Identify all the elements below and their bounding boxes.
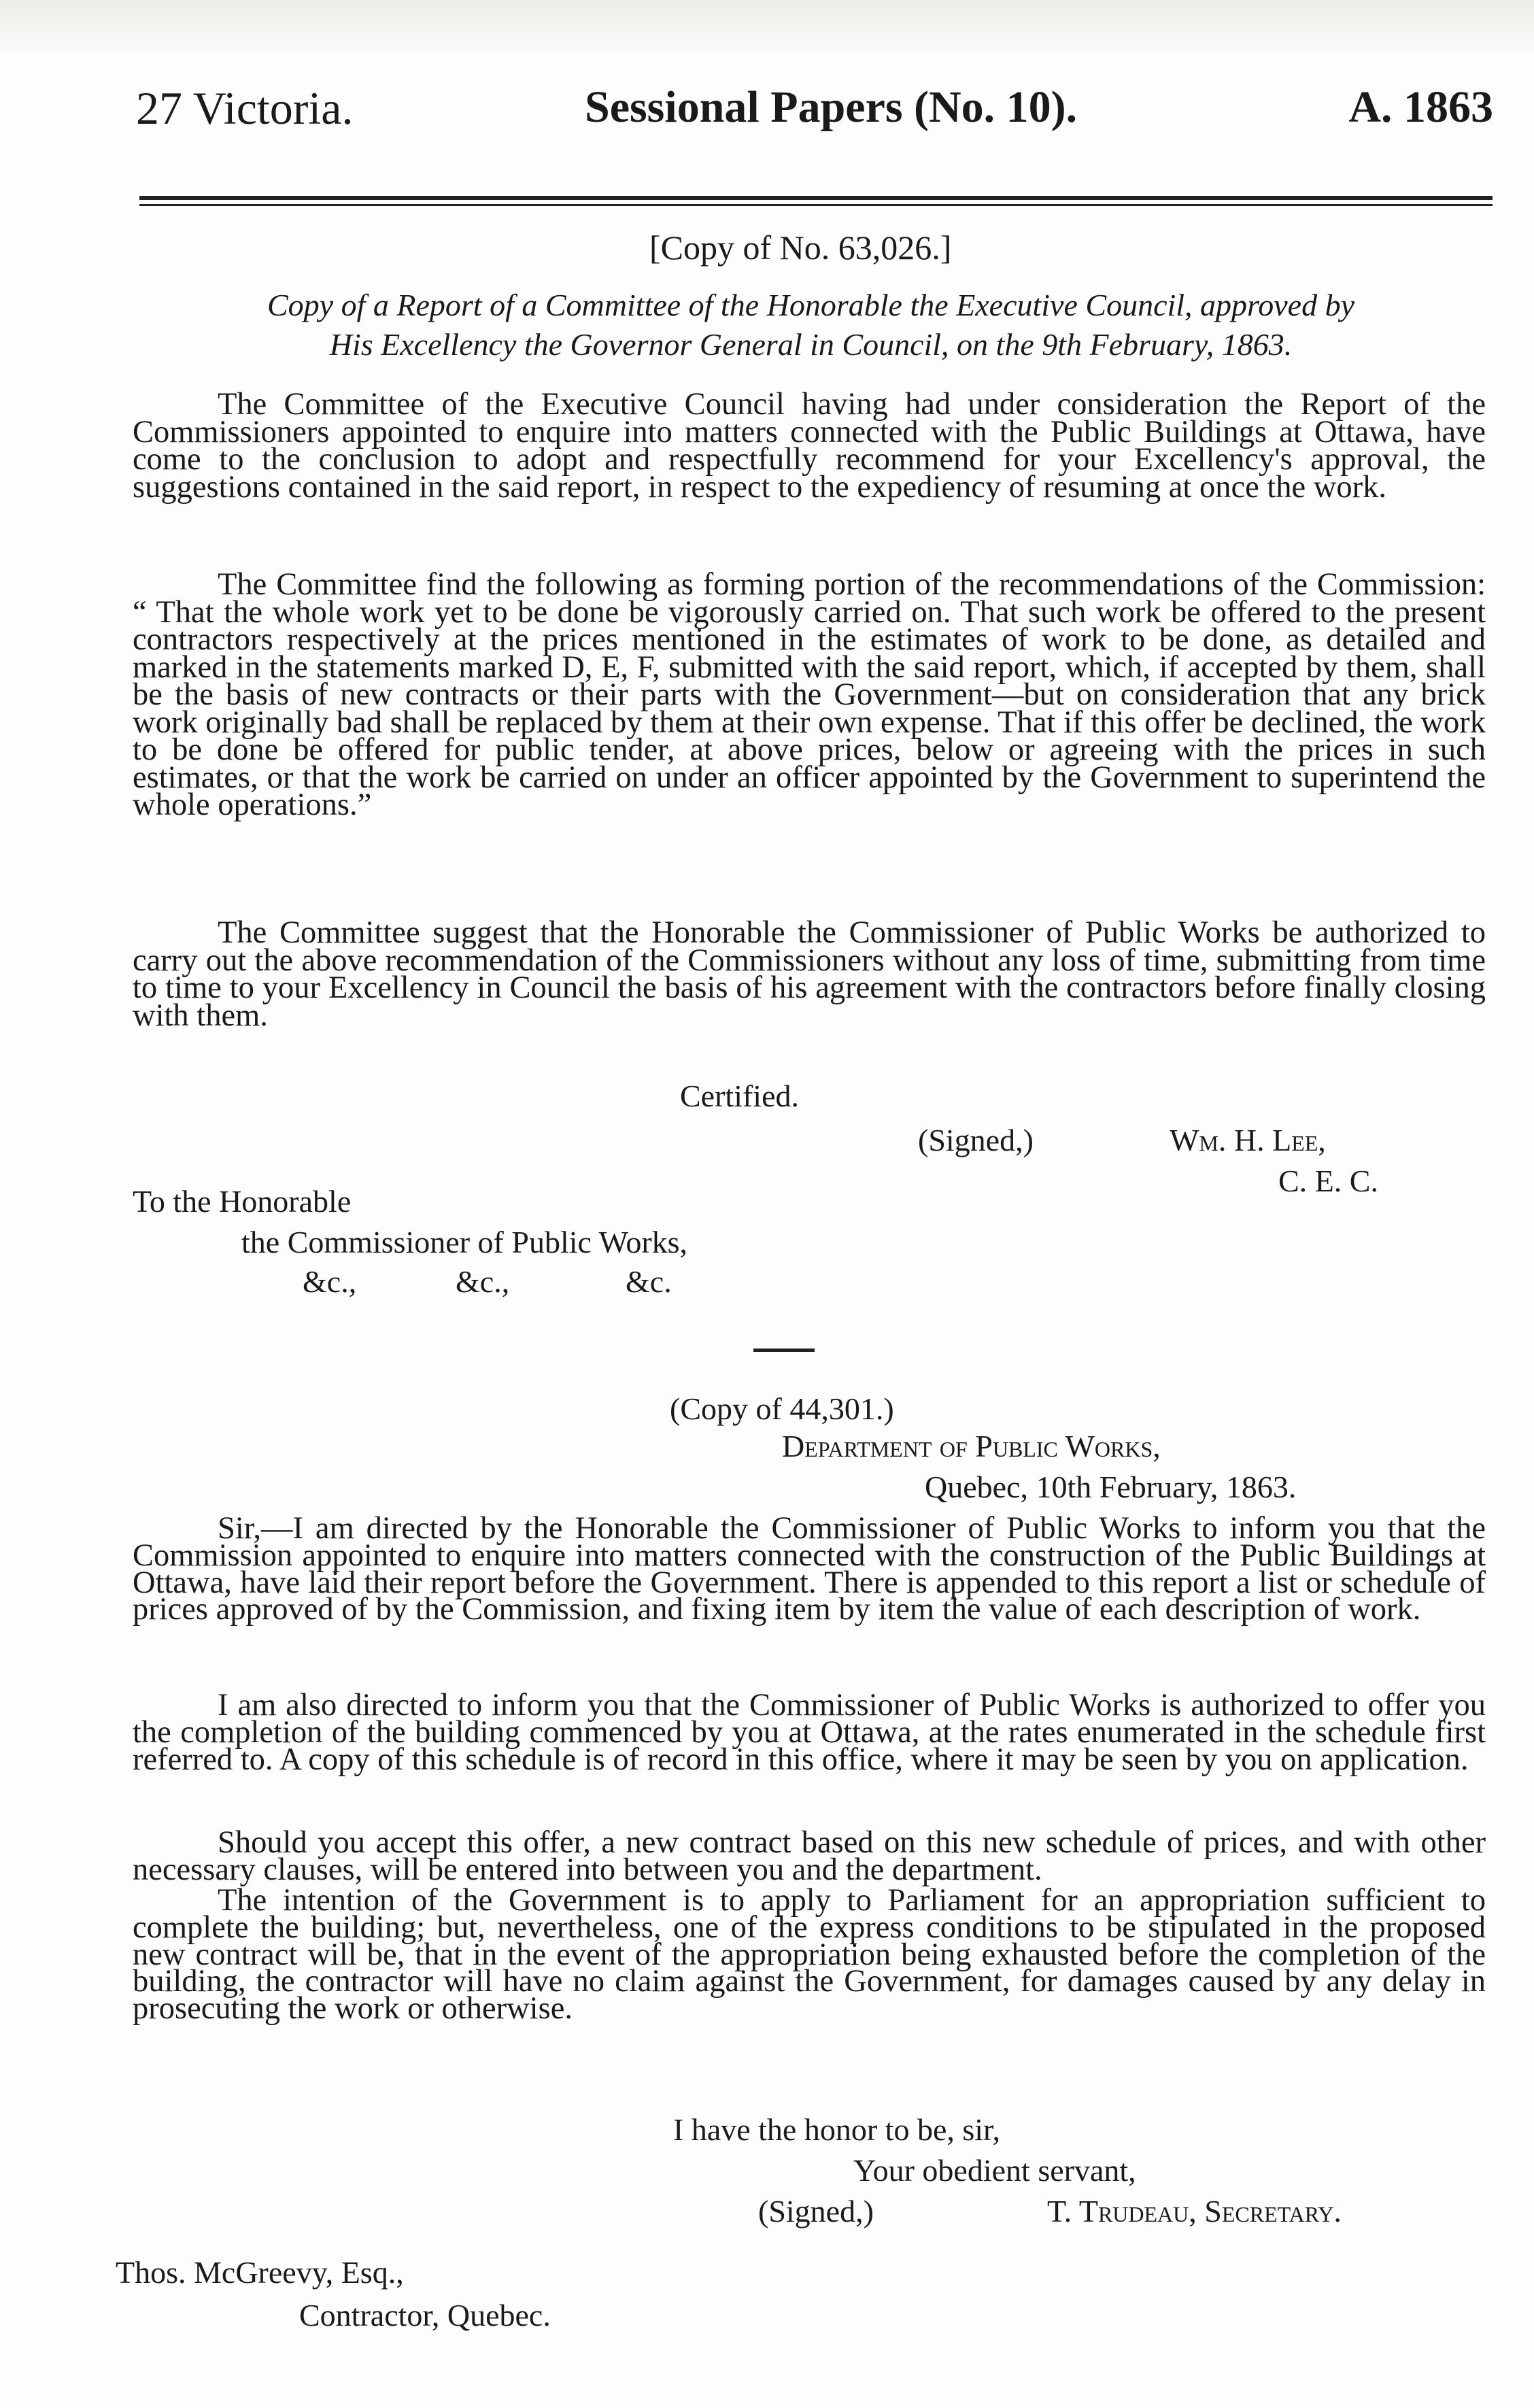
report-addressee-etc-2: &c., <box>456 1264 510 1299</box>
report-addressee-etc-1: &c., <box>303 1264 357 1299</box>
report-title-line-2: His Excellency the Governor General in Council, on the 9th February, 1863. <box>329 327 1293 362</box>
letter-addressee-line-2: Contractor, Quebec. <box>299 2298 551 2333</box>
header-rule-thin <box>139 204 1493 206</box>
header-title: Sessional Papers (No. 10). <box>585 82 1078 132</box>
report-signed-label: (Signed,) <box>918 1123 1034 1157</box>
report-copy-number: [Copy of No. 63,026.] <box>649 228 952 267</box>
letter-copy-number: (Copy of 44,301.) <box>670 1391 894 1426</box>
report-paragraph-1: The Committee of the Executive Council having had under consideration the Report of the Commissioners appointed to enquire into matters connected with the Public Buildings at Ottawa, have come to the conclusion to adopt and respectfully recommend for your Excellency's approval, the suggestions contained in the said report, in respect to the expediency of resuming at once the work. <box>133 387 1486 505</box>
letter-place-date: Quebec, 10th February, 1863. <box>925 1470 1297 1504</box>
header-year: A. 1863 <box>1348 82 1493 132</box>
letter-paragraph-4: The intention of the Government is to apply to Parliament for an appropriation sufficient to complete the building; but, nevertheless, one of the express conditions to be stipulated in the proposed new contract will be, that in the event of the appropriation being exhausted before the completion of the building, the contractor will have no claim against the Government, for damages caused by any delay in prosecuting the work or otherwise. <box>133 1883 1486 2027</box>
report-title-line-1: Copy of a Report of a Committee of the Honorable the Executive Council, approved by <box>267 288 1354 322</box>
header-rule-thick <box>139 196 1493 200</box>
report-signer-name: Wm. H. Lee, <box>1170 1123 1326 1157</box>
letter-closing-line-1: I have the honor to be, sir, <box>673 2112 1001 2147</box>
letter-paragraph-3: Should you accept this offer, a new contract based on this new schedule of prices, and with other necessary clauses, will be entered into between you and the department. <box>133 1825 1486 1887</box>
letter-signer: T. Trudeau, Secretary. <box>1047 2194 1342 2228</box>
letter-addressee-line-1: Thos. McGreevy, Esq., <box>116 2255 404 2290</box>
report-paragraph-2: The Committee find the following as forming portion of the recommendations of the Commission: “ That the whole work yet to be done be vigorously carried on. That such work be offered to the present contractors respectively at the prices mentioned in the estimates of work to be done, as detailed and marked in the statements marked D, E, F, submitted with the said report, which, if accepted by them, shall be the basis of new contracts or their parts with the Government—but on consideration that any brick work originally bad shall be replaced by them at their own expense. That if this offer be declined, the work to be done be offered for public tender, at above prices, below or agreeing with the prices in such estimates, or that the work be carried on under an officer appointed by the Government to superintend the whole operations.” <box>133 567 1486 822</box>
letter-paragraph-1: Sir,—I am directed by the Honorable the Commissioner of Public Works to inform you that the Commission appointed to enquire into matters connected with the construction of the Public Buildings at Ottawa, have laid their report before the Government. There is appended to this report a list or schedule of prices approved of by the Commission, and fixing item by item the value of each description of work. <box>133 1511 1486 1627</box>
report-certified: Certified. <box>680 1079 799 1113</box>
report-addressee-etc-3: &c. <box>626 1264 672 1299</box>
header-volume: 27 Victoria. <box>136 82 354 134</box>
letter-closing-line-2: Your obedient servant, <box>853 2153 1136 2188</box>
letter-paragraph-2: I am also directed to inform you that the Commissioner of Public Works is authorized to offer you the completion of the building commenced by you at Ottawa, at the rates enumerated in the schedule first referred to. A copy of this schedule is of record in this office, where it may be seen by you on application. <box>133 1688 1486 1777</box>
section-divider <box>753 1349 815 1352</box>
report-paragraph-3: The Committee suggest that the Honorable the Commissioner of Public Works be authorized to carry out the above recommendation of the Commissioners without any loss of time, submitting from time to time to your Excellency in Council the basis of his agreement with the contractors before finally closing with them. <box>133 915 1486 1033</box>
page-discoloration <box>0 0 1534 61</box>
letter-department: Department of Public Works, <box>782 1429 1161 1463</box>
report-addressee-line-1: To the Honorable <box>133 1184 352 1219</box>
report-addressee-line-2: the Commissioner of Public Works, <box>241 1225 688 1259</box>
report-signer-title: C. E. C. <box>1278 1164 1378 1198</box>
letter-signed-label: (Signed,) <box>758 2194 874 2228</box>
